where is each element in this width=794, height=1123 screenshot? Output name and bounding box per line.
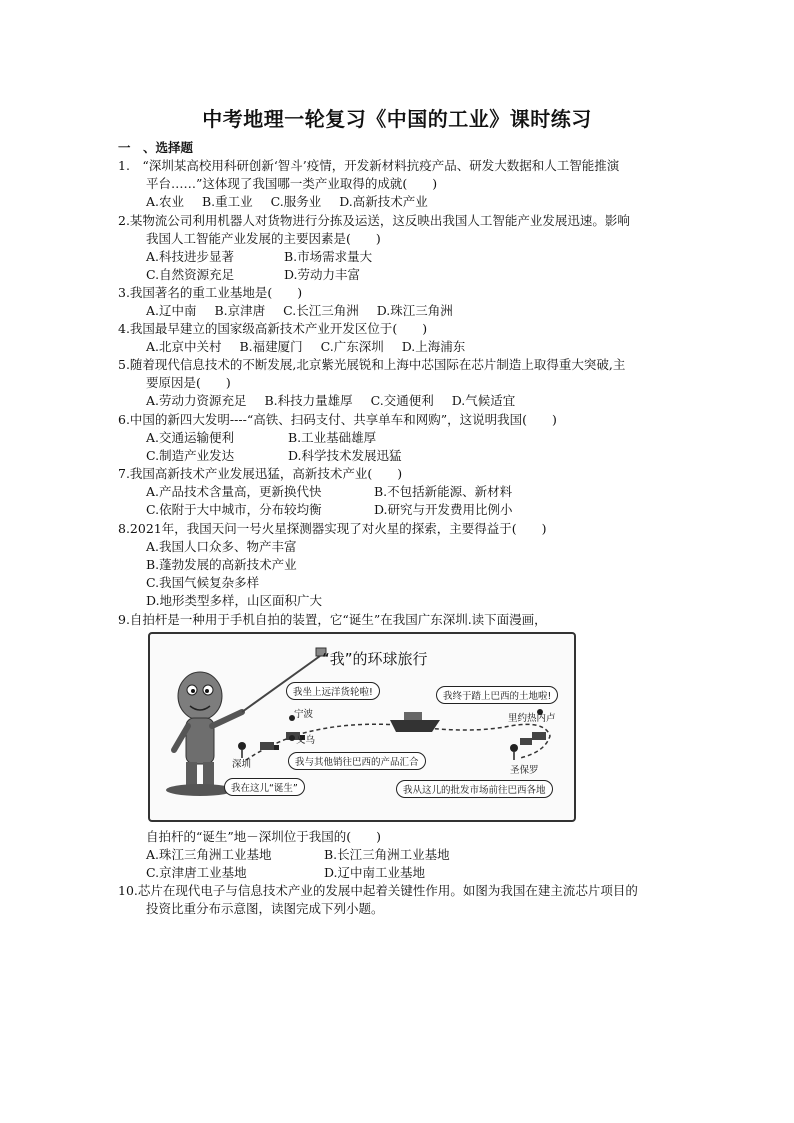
question-1-stem-cont: 平台……”这体现了我国哪一类产业取得的成就( ) xyxy=(146,176,438,191)
question-2 xyxy=(118,212,718,284)
question-3 xyxy=(118,284,718,320)
question-7-options-row1 xyxy=(118,483,718,501)
place-label-rio: 里约热内卢 xyxy=(508,713,556,724)
question-5-options xyxy=(118,392,718,410)
option-d[interactable]: D.科学技术发展迅猛 xyxy=(287,448,402,463)
option-d[interactable]: D.珠江三角洲 xyxy=(376,303,453,318)
question-5-stem: 5.随着现代信息技术的不断发展,北京紫光展锐和上海中芯国际在芯片制造上取得重大突破,主 xyxy=(118,357,626,372)
option-a[interactable]: A.交通运输便利 xyxy=(146,430,235,445)
question-4 xyxy=(118,320,718,356)
option-a[interactable]: A.辽中南 xyxy=(146,303,197,318)
question-3-options xyxy=(118,302,718,320)
option-b[interactable]: B.重工业 xyxy=(202,194,253,209)
place-label-yiwu: 义乌 xyxy=(296,735,316,746)
question-9-stem-top xyxy=(118,611,718,629)
option-d[interactable]: D.劳动力丰富 xyxy=(283,267,361,282)
option-b[interactable]: B.福建厦门 xyxy=(239,339,303,354)
question-9-stem: 9.自拍杆是一种用于手机自拍的装置，它“诞生”在我国广东深圳.读下面漫画， xyxy=(118,612,547,627)
option-d[interactable]: D.地形类型多样，山区面积广大 xyxy=(146,593,323,608)
selfie-stick-character-icon xyxy=(166,648,326,796)
section-heading: 一 、选择题 xyxy=(118,140,194,155)
question-9-options-row2 xyxy=(118,864,718,882)
question-10-stem: 10.芯片在现代电子与信息技术产业的发展中起着关键性作用。如图为我国在建主流芯片项目的 xyxy=(118,883,638,898)
option-c[interactable]: C.京津唐工业基地 xyxy=(146,865,247,880)
question-3-stem: 3.我国著名的重工业基地是( ) xyxy=(118,285,303,300)
place-label-saopaulo: 圣保罗 xyxy=(510,765,539,776)
question-2-stem: 2.某物流公司利用机器人对货物进行分拣及运送，这反映出我国人工智能产业发展迅速。影响 xyxy=(118,213,630,228)
option-b[interactable]: B.蓬勃发展的高新技术产业 xyxy=(146,557,297,572)
question-2-options-row1 xyxy=(118,248,718,266)
option-b[interactable]: B.工业基础雄厚 xyxy=(287,430,377,445)
option-c[interactable]: C.制造产业发达 xyxy=(146,448,235,463)
travel-cartoon xyxy=(148,632,576,822)
question-7-stem: 7.我国高新技术产业发展迅猛，高新技术产业( ) xyxy=(118,466,403,481)
question-5-stem-cont: 要原因是( ) xyxy=(146,375,231,390)
option-d[interactable]: D.研究与开发费用比例小 xyxy=(373,502,513,517)
cargo-ship-icon xyxy=(390,712,440,732)
option-a[interactable]: A.科技进步显著 xyxy=(146,249,235,264)
speech-bubble-brazil: 我终于踏上巴西的土地啦! xyxy=(436,686,558,704)
question-5 xyxy=(118,356,718,410)
question-6-options-row1 xyxy=(118,429,718,447)
option-b[interactable]: B.长江三角洲工业基地 xyxy=(323,847,450,862)
option-a[interactable]: A.劳动力资源充足 xyxy=(146,393,247,408)
option-c[interactable]: C.长江三角洲 xyxy=(283,303,359,318)
question-1-stem: 1. “深圳某高校用科研创新‘智斗’疫情，开发新材料抗疫产品、研发大数据和人工智能推演 xyxy=(118,158,620,173)
question-10 xyxy=(118,882,718,918)
speech-bubble-yiwu: 我与其他销往巴西的产品汇合 xyxy=(288,752,426,770)
option-b[interactable]: B.不包括新能源、新材料 xyxy=(373,484,513,499)
option-a[interactable]: A.北京中关村 xyxy=(146,339,222,354)
question-1 xyxy=(118,157,718,211)
question-2-stem-cont: 我国人工智能产业发展的主要因素是( ) xyxy=(146,231,381,246)
question-1-options xyxy=(118,193,718,211)
question-6 xyxy=(118,411,718,465)
cartoon-title: “我”的环球旅行 xyxy=(322,650,428,668)
option-c[interactable]: C.自然资源充足 xyxy=(146,267,235,282)
option-c[interactable]: C.广东深圳 xyxy=(320,339,384,354)
question-4-stem: 4.我国最早建立的国家级高新技术产业开发区位于( ) xyxy=(118,321,428,336)
speech-bubble-saopaulo: 我从这儿的批发市场前往巴西各地 xyxy=(396,780,553,798)
question-7-options-row2 xyxy=(118,501,718,519)
speech-bubble-shenzhen: 我在这儿“诞生” xyxy=(224,778,305,796)
option-d[interactable]: D.高新技术产业 xyxy=(339,194,428,209)
place-label-shenzhen: 深圳 xyxy=(232,759,252,770)
option-b[interactable]: B.京津唐 xyxy=(214,303,266,318)
question-9-options-row1 xyxy=(118,846,718,864)
option-a[interactable]: A.产品技术含量高，更新换代快 xyxy=(146,484,322,499)
question-10-stem-cont: 投资比重分布示意图，读图完成下列小题。 xyxy=(146,901,384,916)
option-a[interactable]: A.珠江三角洲工业基地 xyxy=(146,847,272,862)
option-c[interactable]: C.依附于大中城市，分布较均衡 xyxy=(146,502,322,517)
option-a[interactable]: A.我国人口众多、物产丰富 xyxy=(146,539,297,554)
option-d[interactable]: D.辽中南工业基地 xyxy=(323,865,426,880)
question-8 xyxy=(118,520,718,610)
option-c[interactable]: C.交通便利 xyxy=(370,393,434,408)
question-2-options-row2 xyxy=(118,266,718,284)
option-d[interactable]: D.上海浦东 xyxy=(401,339,466,354)
question-7 xyxy=(118,465,718,519)
option-a[interactable]: A.农业 xyxy=(146,194,185,209)
option-d[interactable]: D.气候适宜 xyxy=(451,393,516,408)
option-b[interactable]: B.市场需求量大 xyxy=(283,249,373,264)
question-9-stem-cont: 自拍杆的“诞生”地－深圳位于我国的( ) xyxy=(146,829,382,844)
question-6-stem: 6.中国的新四大发明----“高铁、扫码支付、共享单车和网购”，这说明我国( ) xyxy=(118,412,557,427)
option-b[interactable]: B.科技力量雄厚 xyxy=(264,393,353,408)
speech-bubble-ship: 我坐上远洋货轮啦! xyxy=(286,682,380,700)
question-6-options-row2 xyxy=(118,447,718,465)
question-4-options xyxy=(118,338,718,356)
question-9 xyxy=(118,828,718,882)
place-label-ningbo: 宁波 xyxy=(294,709,314,720)
question-8-stem: 8.2021年，我国天问一号火星探测器实现了对火星的探索，主要得益于( ) xyxy=(118,521,547,536)
option-c[interactable]: C.我国气候复杂多样 xyxy=(146,575,260,590)
option-c[interactable]: C.服务业 xyxy=(270,194,322,209)
page-title: 中考地理一轮复习《中国的工业》课时练习 xyxy=(202,107,592,131)
